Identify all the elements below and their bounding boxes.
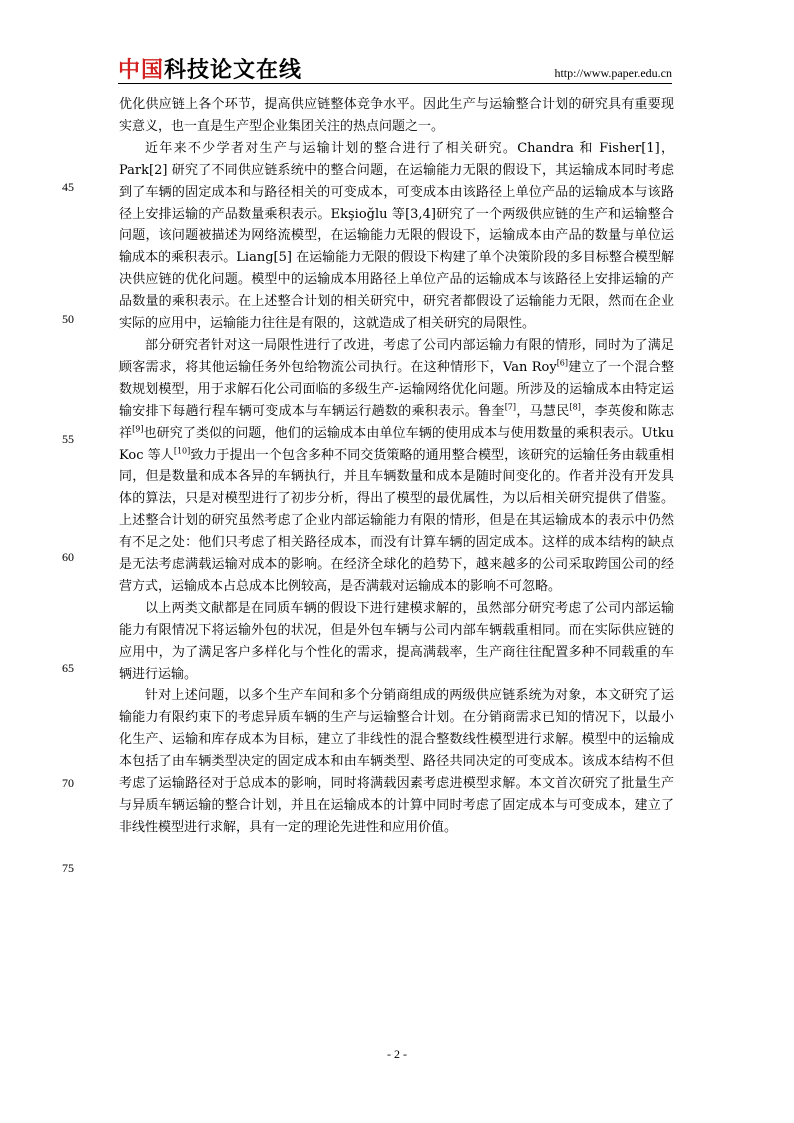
line-number: 75 bbox=[62, 861, 74, 875]
text-run: 致力于提出一个包含多种不同交货策略的通用整合模型，该研究的运输任务由载重相同，但是数量和成本各异的车辆执行，并且车辆数量和成本是随时间变化的。作者并没有开发具体的算法，只是对模型进行了初步分析，得出了模型的最优属性，为以后相关研究提供了借鉴。上述整合计划的研究虽然考虑了企业内部运输能力有限的情形，但是在其运输成本的表示中仍然有不足之处：他们只考虑了相关路径成本，而没有计算车辆的固定成本。这样的成本结构的缺点是无法考虑满载运输对成本的影响。在经济全球化的趋势下，越来越多的公司采取跨国公司的经营方式，运输成本占总成本比例较高，是否满载对运输成本的影响不可忽略。 bbox=[119, 447, 674, 594]
logo-text-red: 中国 bbox=[118, 58, 165, 83]
line-number: 50 bbox=[62, 312, 74, 326]
line-number: 60 bbox=[62, 550, 74, 564]
journal-logo bbox=[118, 58, 302, 84]
paragraph: 近年来不少学者对生产与运输计划的整合进行了相关研究。Chandra 和 Fisher[1]，Park[2] 研究了不同供应链系统中的整合问题，在运输能力无限的假设下，其运输成本同时考虑到了车辆的固定成本和与路径相关的可变成本，可变成本由该路径上单位产品的运输成本与该路径上安排运输的产品数量乘积表示。Ekşioğlu 等[3,4]研究了一个两级供应链的生产和运输整合问题，该问题被描述为网络流模型，在运输能力无限的假设下，运输成本由产品的数量与单位运输成本的乘积表示。Liang[5] 在运输能力无限的假设下构建了单个决策阶段的多目标整合模型解决供应链的优化问题。模型中的运输成本用路径上单位产品的运输成本与该路径上安排运输的产品数量的乘积表示。在上述整合计划的相关研究中，研究者都假设了运输能力无限，然而在企业实际的应用中，运输能力往往是有限的，这就造成了相关研究的局限性。 bbox=[119, 140, 674, 332]
citation: [9] bbox=[132, 424, 144, 434]
line-number: 70 bbox=[62, 776, 74, 790]
citation: [7] bbox=[504, 402, 517, 412]
page-number: - 2 - bbox=[387, 1047, 407, 1061]
citation: [6] bbox=[556, 358, 569, 368]
header-url: http://www.paper.edu.cn bbox=[554, 66, 672, 80]
text-run: 也研究了类似的问题，他们的运输成本由单位车辆的使用成本与使用数量的乘积表示。Utku Koc 等人 bbox=[119, 425, 674, 463]
text-run: ，李英俊和陈志祥 bbox=[119, 403, 674, 441]
logo-text-black: 科技论文在线 bbox=[164, 58, 303, 83]
citation: [10] bbox=[173, 446, 191, 456]
header-divider bbox=[118, 83, 672, 84]
text-run: 部分研究者针对这一局限性进行了改进，考虑了公司内部运输力有限的情形，同时为了满足顾客需求，将其他运输任务外包给物流公司执行。在这种情形下，Van Roy bbox=[119, 337, 674, 375]
paragraph: 以上两类文献都是在同质车辆的假设下进行建模求解的，虽然部分研究考虑了公司内部运输能力有限情况下将运输外包的状况，但是外包车辆与公司内部车辆载重相同。而在实际供应链的应用中，为了满足客户多样化与个性化的需求，提高满载率，生产商往往配置多种不同载重的车辆进行运输。 bbox=[119, 600, 674, 682]
paragraph: 针对上述问题，以多个生产车间和多个分销商组成的两级供应链系统为对象，本文研究了运输能力有限约束下的考虑异质车辆的生产与运输整合计划。在分销商需求已知的情况下，以最小化生产、运输和库存成本为目标，建立了非线性的混合整数线性模型进行求解。模型中的运输成本包括了由车辆类型决定的固定成本和由车辆类型、路径共同决定的可变成本。该成本结构不但考虑了运输路径对于总成本的影响，同时将满载因素考虑进模型求解。本文首次研究了批量生产与异质车辆运输的整合计划，并且在运输成本的计算中同时考虑了固定成本与可变成本，建立了非线性模型进行求解，具有一定的理论先进性和应用价值。 bbox=[119, 688, 674, 835]
line-number: 55 bbox=[62, 432, 74, 446]
citation: [8] bbox=[569, 402, 581, 412]
paragraph bbox=[119, 335, 674, 598]
paragraph: 优化供应链上各个环节，提高供应链整体竞争水平。因此生产与运输整合计划的研究具有重要现实意义，也一直是生产型企业集团关注的热点问题之一。 bbox=[119, 97, 674, 134]
body-text bbox=[119, 94, 674, 839]
line-number: 45 bbox=[62, 180, 74, 194]
text-run: 建立了一个混合整数规划模型，用于求解石化公司面临的多级生产-运输网络优化问题。所涉及的运输成本由特定运输安排下每趟行程车辆可变成本与车辆运行趟数的乘积表示。鲁奎 bbox=[119, 359, 674, 419]
line-number: 65 bbox=[62, 661, 74, 675]
text-run: ，马慧民 bbox=[516, 403, 570, 419]
